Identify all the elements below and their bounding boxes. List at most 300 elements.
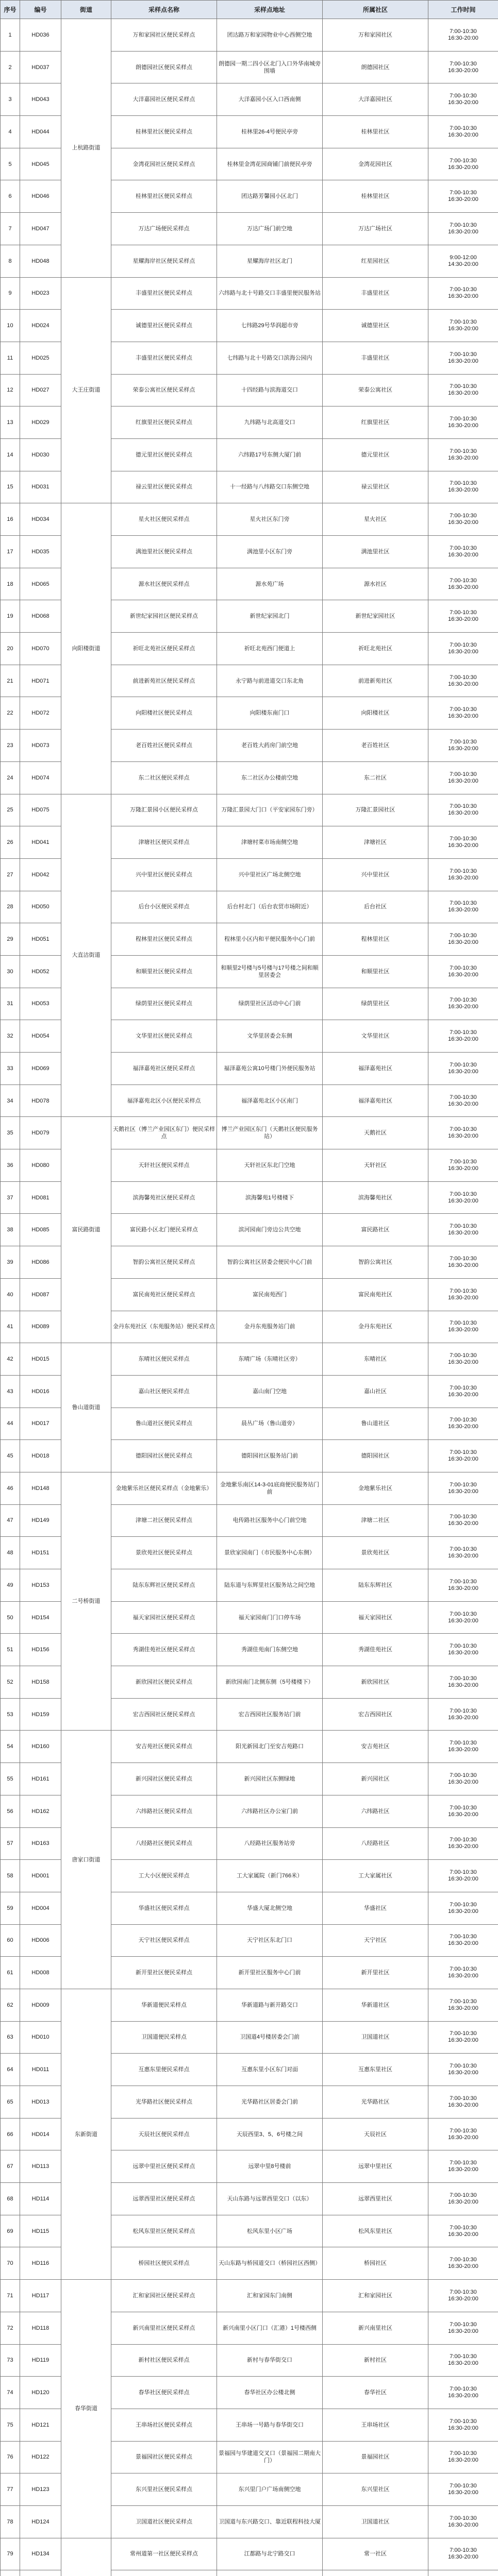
cell-community: 春华社区 <box>323 2377 428 2409</box>
cell-site-name: 新开里社区便民采样点 <box>111 1957 217 1989</box>
cell-community: 景福园社区 <box>323 2441 428 2473</box>
cell-community: 金湾花园社区 <box>323 148 428 180</box>
cell-community: 大洋嘉园社区 <box>323 83 428 116</box>
cell-site-address: 远翠中里8号楼前 <box>217 2150 323 2183</box>
cell-street <box>61 2538 111 2576</box>
cell-working-hours: 7:00-10:30 16:30-20:00 <box>428 1892 498 1924</box>
cell-working-hours: 7:00-10:30 16:30-20:00 <box>428 374 498 406</box>
cell-index: 4 <box>1 116 20 148</box>
table-row <box>1 19 498 52</box>
cell-working-hours: 7:00-10:30 16:30-20:00 <box>428 213 498 245</box>
cell-working-hours: 7:00-10:30 16:30-20:00 <box>428 2183 498 2215</box>
cell-index: 56 <box>1 1795 20 1827</box>
cell-code: HD037 <box>20 51 61 83</box>
cell-index: 11 <box>1 342 20 374</box>
cell-site-name: 祈旺北苑社区便民采样点 <box>111 633 217 665</box>
cell-site-address: 宏吉西园社区服务站门前 <box>217 1698 323 1731</box>
cell-index: 42 <box>1 1343 20 1376</box>
table-row <box>1 1731 498 1763</box>
cell-site-address: 程林里小区内和平便民服务中心门前 <box>217 923 323 956</box>
cell-working-hours: 7:00-10:30 16:30-20:00 <box>428 568 498 600</box>
cell-site-address: 德阳园社区服务站门前 <box>217 1440 323 1472</box>
cell-working-hours: 7:00-10:30 16:30-20:00 <box>428 1537 498 1569</box>
cell-working-hours: 7:00-10:30 16:30-20:00 <box>428 1181 498 1214</box>
cell-index: 79 <box>1 2538 20 2570</box>
cell-working-hours: 7:00-10:30 16:30-20:00 <box>428 1343 498 1376</box>
cell-site-address: 星火社区东门旁 <box>217 503 323 536</box>
cell-index: 75 <box>1 2409 20 2441</box>
cell-site-address: 朗德园一期二四小区北门入口外华南城旁围墙 <box>217 51 323 83</box>
cell-working-hours: 7:00-10:30 16:30-20:00 <box>428 794 498 826</box>
cell-code: HD134 <box>20 2538 61 2570</box>
cell-working-hours: 7:00-10:30 16:30-20:00 <box>428 116 498 148</box>
cell-index: 43 <box>1 1375 20 1408</box>
cell-site-name: 红旗里社区便民采样点 <box>111 406 217 439</box>
cell-site-name: 星耀海岸社区便民采样点 <box>111 245 217 277</box>
cell-working-hours: 7:00-10:30 16:30-20:00 <box>428 891 498 923</box>
cell-street: 鲁山道街道 <box>61 1343 111 1472</box>
cell-community: 宏吉西园社区 <box>323 1698 428 1731</box>
cell-community: 松风东里社区 <box>323 2215 428 2247</box>
cell-working-hours: 7:00-10:30 16:30-20:00 <box>428 1311 498 1343</box>
cell-community: 德阳园社区 <box>323 1440 428 1472</box>
cell-site-name: 金地紫乐社区便民采样点（金地紫乐） <box>111 1472 217 1504</box>
cell-code: HD079 <box>20 1117 61 1149</box>
cell-index: 55 <box>1 1763 20 1795</box>
cell-site-address: 六纬路社区办公室门前 <box>217 1795 323 1827</box>
cell-community: 东晴社区 <box>323 1343 428 1376</box>
cell-working-hours: 7:00-10:30 16:30-20:00 <box>428 1666 498 1699</box>
cell-index: 60 <box>1 1924 20 1957</box>
cell-site-address: 满池里小区东门旁 <box>217 536 323 568</box>
cell-code: HD036 <box>20 19 61 52</box>
table-row <box>1 1343 498 1376</box>
cell-code: HD041 <box>20 826 61 859</box>
cell-working-hours: 7:00-10:30 16:30-20:00 <box>428 730 498 762</box>
cell-index: 44 <box>1 1408 20 1440</box>
cell-index: 23 <box>1 730 20 762</box>
cell-index <box>1 2570 20 2576</box>
cell-code: HD151 <box>20 1537 61 1569</box>
cell-site-address: 卫国道4号楼居委会门前 <box>217 2021 323 2054</box>
cell-site-name: 天宁社区便民采样点 <box>111 1924 217 1957</box>
cell-site-name: 金湾花园社区便民采样点 <box>111 148 217 180</box>
cell-index: 78 <box>1 2505 20 2538</box>
cell-index: 54 <box>1 1731 20 1763</box>
table-row <box>1 503 498 536</box>
table-row <box>1 1472 498 1504</box>
cell-index: 70 <box>1 2247 20 2280</box>
cell-site-name: 天鹅社区（博兰产业园区东门）便民采样点 <box>111 1117 217 1149</box>
cell-code: HD008 <box>20 1957 61 1989</box>
cell-working-hours: 7:00-10:30 16:30-20:00 <box>428 2344 498 2377</box>
cell-site-name: 秀湖佳苑社区便民采样点 <box>111 1634 217 1666</box>
cell-index: 69 <box>1 2215 20 2247</box>
cell-site-name: 荣泰公寓社区便民采样点 <box>111 374 217 406</box>
cell-index: 63 <box>1 2021 20 2054</box>
cell-index: 76 <box>1 2441 20 2473</box>
cell-index: 36 <box>1 1149 20 1182</box>
cell-working-hours: 7:00-10:30 16:30-20:00 <box>428 633 498 665</box>
cell-code: HD018 <box>20 1440 61 1472</box>
cell-site-name: 富民路小区北门便民采样点 <box>111 1214 217 1246</box>
cell-site-address: 向阳楼东南门口 <box>217 697 323 730</box>
header-index: 序号 <box>1 1 20 19</box>
cell-site-name: 光华路社区便民采样点 <box>111 2086 217 2119</box>
cell-site-name: 富民南苑社区便民采样点 <box>111 1278 217 1311</box>
cell-code: HD034 <box>20 503 61 536</box>
cell-index: 45 <box>1 1440 20 1472</box>
cell-site-address: 六纬路17号东侧大厦门前 <box>217 438 323 471</box>
cell-community: 新兴园社区 <box>323 1763 428 1795</box>
cell-street: 富民路街道 <box>61 1117 111 1343</box>
cell-code: HD050 <box>20 891 61 923</box>
cell-site-address: 陆东道与东辉里社区服务站之间空地 <box>217 1569 323 1602</box>
cell-code: HD047 <box>20 213 61 245</box>
cell-index: 46 <box>1 1472 20 1504</box>
cell-index: 16 <box>1 503 20 536</box>
cell-site-name: 兴中里社区便民采样点 <box>111 858 217 891</box>
cell-code: HD086 <box>20 1246 61 1279</box>
table-row <box>1 1117 498 1149</box>
cell-code: HD001 <box>20 1860 61 1892</box>
header-row <box>1 1 498 19</box>
cell-code: HD078 <box>20 1084 61 1117</box>
cell-site-name: 福天家园社区便民采样点 <box>111 1601 217 1634</box>
cell-site-address: 景欣家园南门（市民服务中心东侧） <box>217 1537 323 1569</box>
cell-working-hours: 7:00-10:30 16:30-20:00 <box>428 310 498 342</box>
cell-site-address: 津塘村菜市场南侧空地 <box>217 826 323 859</box>
cell-site-name: 德元里社区便民采样点 <box>111 438 217 471</box>
cell-code: HD073 <box>20 730 61 762</box>
cell-community: 程林里社区 <box>323 923 428 956</box>
cell-working-hours: 7:00-10:30 16:30-20:00 <box>428 600 498 633</box>
cell-code: HD035 <box>20 536 61 568</box>
cell-index: 13 <box>1 406 20 439</box>
cell-working-hours: 7:00-10:30 16:30-20:00 <box>428 148 498 180</box>
cell-working-hours: 7:00-10:30 16:30-20:00 <box>428 988 498 1020</box>
cell-index: 22 <box>1 697 20 730</box>
cell-site-name: 桂林里社区便民采样点 <box>111 116 217 148</box>
cell-code: HD051 <box>20 923 61 956</box>
cell-index: 62 <box>1 1989 20 2021</box>
cell-code: HD124 <box>20 2505 61 2538</box>
cell-code: HD054 <box>20 1020 61 1053</box>
cell-site-name: 诚德里社区便民采样点 <box>111 310 217 342</box>
cell-index: 77 <box>1 2473 20 2506</box>
cell-code: HD161 <box>20 1763 61 1795</box>
cell-code: HD014 <box>20 2118 61 2150</box>
cell-code: HD023 <box>20 277 61 310</box>
cell-community: 嘉山社区 <box>323 1375 428 1408</box>
cell-site-name: 新世纪家园社区便民采样点 <box>111 600 217 633</box>
cell-community: 东二社区 <box>323 761 428 794</box>
cell-index: 31 <box>1 988 20 1020</box>
cell-community: 陆东东辉社区 <box>323 1569 428 1602</box>
cell-working-hours: 7:00-10:30 16:30-20:00 <box>428 2505 498 2538</box>
cell-index: 9 <box>1 277 20 310</box>
cell-site-name: 丰盛里社区便民采样点 <box>111 342 217 374</box>
cell-working-hours: 7:00-10:30 16:30-20:00 <box>428 1569 498 1602</box>
cell-site-name: 八经路社区便民采样点 <box>111 1827 217 1860</box>
cell-site-address: 九纬路与北高道交口 <box>217 406 323 439</box>
cell-code: HD154 <box>20 1601 61 1634</box>
cell-site-name: 安吉苑社区便民采样点 <box>111 1731 217 1763</box>
cell-site-address: 团达路万和家园物业中心西侧空地 <box>217 19 323 52</box>
cell-code: HD162 <box>20 1795 61 1827</box>
cell-code <box>20 2570 61 2576</box>
cell-code: HD016 <box>20 1375 61 1408</box>
cell-site-name: 星火社区便民采样点 <box>111 503 217 536</box>
cell-index: 59 <box>1 1892 20 1924</box>
cell-code: HD159 <box>20 1698 61 1731</box>
cell-index: 12 <box>1 374 20 406</box>
cell-index: 1 <box>1 19 20 52</box>
cell-site-name: 常州道第一社区便民采样点 <box>111 2538 217 2570</box>
cell-working-hours: 7:00-10:30 16:30-20:00 <box>428 2280 498 2312</box>
cell-community: 景欣苑社区 <box>323 1537 428 1569</box>
cell-community: 桂林里社区 <box>323 116 428 148</box>
cell-site-name: 新村社区便民采样点 <box>111 2344 217 2377</box>
cell-working-hours: 7:00-10:30 16:30-20:00 <box>428 2150 498 2183</box>
cell-working-hours: 7:00-10:30 16:30-20:00 <box>428 761 498 794</box>
table-row <box>1 794 498 826</box>
cell-site-address: 福泽嘉苑北区小区南门 <box>217 1084 323 1117</box>
cell-community: 天宁社区 <box>323 1924 428 1957</box>
cell-site-address: 天山东路与桥园道交口（桥园社区西侧） <box>217 2247 323 2280</box>
cell-code: HD163 <box>20 1827 61 1860</box>
table-body <box>1 19 498 2576</box>
cell-working-hours: 7:00-10:30 16:30-20:00 <box>428 1731 498 1763</box>
cell-working-hours: 7:00-10:30 16:30-20:00 <box>428 1408 498 1440</box>
cell-community: 福泽嘉苑社区 <box>323 1053 428 1085</box>
cell-community: 丰盛里社区 <box>323 277 428 310</box>
cell-community: 富民路社区 <box>323 1214 428 1246</box>
cell-code: HD031 <box>20 471 61 503</box>
cell-code: HD081 <box>20 1181 61 1214</box>
cell-code: HD156 <box>20 1634 61 1666</box>
cell-community: 禄云里社区 <box>323 471 428 503</box>
cell-working-hours <box>428 2570 498 2576</box>
cell-site-name: 万隆汇景园小区便民采样点 <box>111 794 217 826</box>
cell-community: 荣泰公寓社区 <box>323 374 428 406</box>
cell-working-hours: 7:00-10:30 16:30-20:00 <box>428 1957 498 1989</box>
cell-working-hours: 7:00-10:30 16:30-20:00 <box>428 19 498 52</box>
cell-site-name: 新兴园社区便民采样点 <box>111 1763 217 1795</box>
cell-code: HD010 <box>20 2021 61 2054</box>
cell-community: 天辰社区 <box>323 2118 428 2150</box>
cell-site-address: 天山东路与远翠西里交口（以东） <box>217 2183 323 2215</box>
cell-site-name: 陆东东辉社区便民采样点 <box>111 1569 217 1602</box>
cell-index: 74 <box>1 2377 20 2409</box>
cell-code: HD043 <box>20 83 61 116</box>
cell-site-name: 华盛社区便民采样点 <box>111 1892 217 1924</box>
cell-site-address: 天宁社区东北门口 <box>217 1924 323 1957</box>
cell-community: 福天家园社区 <box>323 1601 428 1634</box>
cell-code: HD087 <box>20 1278 61 1311</box>
cell-community: 天轩社区 <box>323 1149 428 1182</box>
cell-community: 常一社区 <box>323 2538 428 2570</box>
header-site-address: 采样点地址 <box>217 1 323 19</box>
cell-site-address: 万达广场门前空地 <box>217 213 323 245</box>
cell-site-name: 满池里社区便民采样点 <box>111 536 217 568</box>
cell-community: 津塘二社区 <box>323 1504 428 1537</box>
cell-index: 67 <box>1 2150 20 2183</box>
cell-site-address: 春华社区办公楼北侧 <box>217 2377 323 2409</box>
cell-site-address: 嘉山南门空地 <box>217 1375 323 1408</box>
cell-index: 14 <box>1 438 20 471</box>
cell-working-hours: 7:00-10:30 16:30-20:00 <box>428 1053 498 1085</box>
cell-community: 后台社区 <box>323 891 428 923</box>
cell-community: 华盛社区 <box>323 1892 428 1924</box>
cell-working-hours: 7:00-10:30 16:30-20:00 <box>428 1763 498 1795</box>
cell-community: 兴中里社区 <box>323 858 428 891</box>
cell-index: 5 <box>1 148 20 180</box>
table-row <box>1 1989 498 2021</box>
cell-index: 37 <box>1 1181 20 1214</box>
cell-code: HD042 <box>20 858 61 891</box>
cell-index: 10 <box>1 310 20 342</box>
cell-community: 金丹东苑社区 <box>323 1311 428 1343</box>
cell-site-address: 景福园与华建道交叉口（景福园二期南大门） <box>217 2441 323 2473</box>
cell-code: HD114 <box>20 2183 61 2215</box>
cell-working-hours: 7:00-10:30 16:30-20:00 <box>428 1214 498 1246</box>
cell-code: HD009 <box>20 1989 61 2021</box>
cell-code: HD069 <box>20 1053 61 1085</box>
cell-code: HD070 <box>20 633 61 665</box>
cell-site-address: 华新道路与新开路交口 <box>217 1989 323 2021</box>
cell-index: 72 <box>1 2312 20 2344</box>
cell-community: 六纬路社区 <box>323 1795 428 1827</box>
cell-working-hours: 7:00-10:30 16:30-20:00 <box>428 1020 498 1053</box>
cell-site-address: 汇和家园东门南侧 <box>217 2280 323 2312</box>
cell-community: 安吉苑社区 <box>323 1731 428 1763</box>
cell-working-hours: 7:00-10:30 16:30-20:00 <box>428 2538 498 2570</box>
cell-code: HD048 <box>20 245 61 277</box>
cell-site-address: 天辰西里3、5、6号楼之间 <box>217 2118 323 2150</box>
cell-index: 61 <box>1 1957 20 1989</box>
cell-code: HD045 <box>20 148 61 180</box>
cell-street: 上杭路街道 <box>61 19 111 278</box>
cell-site-name: 前进新苑社区便民采样点 <box>111 665 217 697</box>
cell-working-hours: 7:00-10:30 16:30-20:00 <box>428 1989 498 2021</box>
cell-community: 卫国道社区 <box>323 2505 428 2538</box>
cell-site-name: 景欣苑社区便民采样点 <box>111 1537 217 1569</box>
cell-code: HD148 <box>20 1472 61 1504</box>
cell-site-address: 团达路芳馨园小区北门 <box>217 180 323 213</box>
cell-code: HD122 <box>20 2441 61 2473</box>
cell-community: 新欣园社区 <box>323 1666 428 1699</box>
cell-site-name: 万和家园社区便民采样点 <box>111 19 217 52</box>
cell-community: 祈旺北苑社区 <box>323 633 428 665</box>
cell-index: 30 <box>1 955 20 988</box>
cell-site-name: 德阳园社区便民采样点 <box>111 1440 217 1472</box>
cell-index: 50 <box>1 1601 20 1634</box>
cell-community: 新开里社区 <box>323 1957 428 1989</box>
cell-site-address: 大洋嘉园小区入口西南侧 <box>217 83 323 116</box>
cell-community: 王串场社区 <box>323 2409 428 2441</box>
cell-community: 卫国道社区 <box>323 2021 428 2054</box>
cell-site-name: 程林里社区便民采样点 <box>111 923 217 956</box>
cell-community: 满池里社区 <box>323 536 428 568</box>
cell-site-name: 天轩社区便民采样点 <box>111 1149 217 1182</box>
cell-site-name: 东兴里社区便民采样点 <box>111 2473 217 2506</box>
cell-site-name: 新欣园社区便民采样点 <box>111 1666 217 1699</box>
cell-street: 向阳楼街道 <box>61 503 111 794</box>
cell-code: HD158 <box>20 1666 61 1699</box>
cell-index: 33 <box>1 1053 20 1085</box>
table-row <box>1 2280 498 2312</box>
cell-site-address: 东兴里门户广场南侧空地 <box>217 2473 323 2506</box>
cell-code: HD044 <box>20 116 61 148</box>
cell-site-address: 新世纪家园北门 <box>217 600 323 633</box>
cell-site-name: 天辰社区便民采样点 <box>111 2118 217 2150</box>
cell-index: 47 <box>1 1504 20 1537</box>
cell-index: 15 <box>1 471 20 503</box>
cell-site-name: 金丹东苑社区（东苑服务站）便民采样点 <box>111 1311 217 1343</box>
cell-community: 万达广场社区 <box>323 213 428 245</box>
cell-site-name: 东晴社区便民采样点 <box>111 1343 217 1376</box>
cell-index: 65 <box>1 2086 20 2119</box>
cell-site-address: 七纬路与北十号路交口滨海公园内 <box>217 342 323 374</box>
cell-index: 35 <box>1 1117 20 1149</box>
table-row <box>1 2538 498 2570</box>
cell-site-address: 永宁路与前进道交口东北角 <box>217 665 323 697</box>
cell-working-hours: 7:00-10:30 16:30-20:00 <box>428 2215 498 2247</box>
cell-index: 41 <box>1 1311 20 1343</box>
cell-site-name: 智韵公寓社区便民采样点 <box>111 1246 217 1279</box>
cell-site-address: 东晴广场（东晴社区旁） <box>217 1343 323 1376</box>
cell-site-name: 大洋嘉园社区便民采样点 <box>111 83 217 116</box>
cell-site-name <box>111 2570 217 2576</box>
cell-index: 25 <box>1 794 20 826</box>
cell-community: 源水社区 <box>323 568 428 600</box>
cell-index: 73 <box>1 2344 20 2377</box>
cell-street: 东新街道 <box>61 1989 111 2279</box>
cell-working-hours: 7:00-10:30 16:30-20:00 <box>428 2021 498 2054</box>
cell-working-hours: 7:00-10:30 16:30-20:00 <box>428 2409 498 2441</box>
cell-code: HD013 <box>20 2086 61 2119</box>
header-site-name: 采样点名称 <box>111 1 217 19</box>
cell-working-hours: 7:00-10:30 16:30-20:00 <box>428 471 498 503</box>
cell-site-address: 秀湖佳苑南门东侧空地 <box>217 1634 323 1666</box>
cell-site-address: 源水苑广场 <box>217 568 323 600</box>
cell-site-address: 华盛大厦北侧空地 <box>217 1892 323 1924</box>
cell-site-name: 津塘社区便民采样点 <box>111 826 217 859</box>
header-code: 编号 <box>20 1 61 19</box>
cell-community: 新兴南里社区 <box>323 2312 428 2344</box>
cell-code: HD117 <box>20 2280 61 2312</box>
cell-code: HD121 <box>20 2409 61 2441</box>
cell-working-hours: 7:00-10:30 16:30-20:00 <box>428 1504 498 1537</box>
cell-community: 天鹅社区 <box>323 1117 428 1149</box>
cell-site-name: 松风东里社区便民采样点 <box>111 2215 217 2247</box>
cell-community: 津塘社区 <box>323 826 428 859</box>
cell-street: 春华街道 <box>61 2280 111 2538</box>
cell-code: HD080 <box>20 1149 61 1182</box>
cell-community: 和顺里社区 <box>323 955 428 988</box>
cell-site-name: 和顺里社区便民采样点 <box>111 955 217 988</box>
cell-index: 29 <box>1 923 20 956</box>
cell-code: HD025 <box>20 342 61 374</box>
cell-code: HD072 <box>20 697 61 730</box>
cell-index: 51 <box>1 1634 20 1666</box>
cell-index: 26 <box>1 826 20 859</box>
cell-index: 18 <box>1 568 20 600</box>
cell-code: HD027 <box>20 374 61 406</box>
cell-index: 32 <box>1 1020 20 1053</box>
cell-code: HD074 <box>20 761 61 794</box>
